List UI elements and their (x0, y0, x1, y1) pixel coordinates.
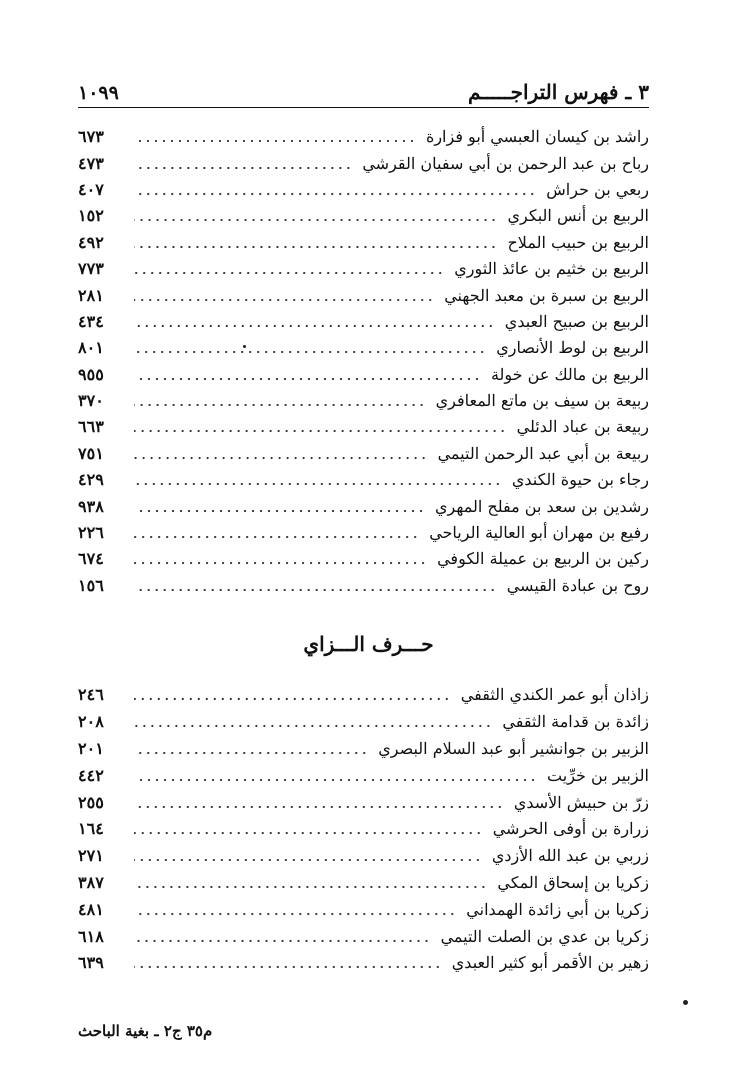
index-entry (78, 870, 649, 897)
entry-page-number: ٦٦٣ (78, 417, 104, 437)
entry-page-number: ٣٨٧ (78, 872, 104, 892)
dot-leader (134, 698, 451, 700)
entry-name: ربعي بن حراش (546, 179, 649, 199)
index-entry (78, 203, 649, 229)
header-rule (78, 107, 649, 108)
dot-leader (134, 299, 434, 301)
dot-leader (134, 779, 537, 781)
index-entry (78, 682, 649, 709)
entry-name: الربيع بن مالك عن خولة (490, 364, 649, 384)
index-entry (78, 230, 649, 256)
index-entry (78, 467, 649, 493)
dot-leader (134, 832, 483, 834)
entry-page-number: ٩٥٥ (78, 364, 104, 384)
index-entry (78, 520, 649, 546)
index-entry (78, 843, 649, 870)
index-entry (78, 923, 649, 950)
entry-page-number: ٤٣٤ (78, 311, 104, 331)
entries-list-zay (78, 682, 649, 977)
dot-leader (134, 430, 507, 432)
entry-name: الربيع بن حبيب الملاح (507, 232, 649, 252)
dot-leader (134, 378, 481, 380)
dot-leader (134, 219, 498, 221)
entry-name: زكريا بن أبي زائدة الهمداني (466, 899, 649, 919)
index-entry (78, 177, 649, 203)
entry-name: رشدين بن سعد بن مفلح المهري (435, 496, 649, 516)
dot-leader (134, 859, 482, 861)
dot-leader (134, 536, 419, 538)
entry-name: زكريا بن إسحاق المكي (497, 872, 649, 892)
index-entry (78, 362, 649, 388)
dot-leader (134, 351, 486, 353)
dot-leader (134, 806, 504, 808)
header-page-number: ١٠٩٩ (78, 82, 119, 104)
index-entry (78, 124, 649, 150)
entry-page-number: ١٥٢ (78, 206, 104, 226)
entry-page-number: ٢٢٦ (78, 523, 104, 543)
entry-page-number: ٤٤٢ (78, 765, 104, 785)
dot-leader (134, 404, 426, 406)
entry-page-number: ١٦٤ (78, 819, 104, 839)
entry-name: الربيع بن سبرة بن معبد الجهني (444, 285, 649, 305)
entry-name: زكريا بن عدي بن الصلت التيمي (440, 926, 649, 946)
entry-name: الربيع بن أنس البكري (507, 206, 649, 226)
entry-name: الربيع بن صبيح العبدي (504, 311, 649, 331)
entry-page-number: ٧٧٣ (78, 259, 104, 279)
entry-name: رفيع بن مهران أبو العالية الرياحي (429, 523, 649, 543)
entry-name: ربيعة بن سيف بن ماتع المعافري (435, 391, 649, 411)
index-entry (78, 414, 649, 440)
entry-page-number: ١٥٦ (78, 575, 104, 595)
page-header (78, 76, 649, 104)
dot-leader (134, 510, 425, 512)
entry-page-number: ٦٣٩ (78, 953, 104, 973)
index-entry (78, 709, 649, 736)
index-entry (78, 546, 649, 572)
entry-name: راشد بن كيسان العبسي أبو فزارة (425, 127, 649, 147)
dot-leader (134, 913, 456, 915)
entry-name: زرارة بن أوفى الحرشي (492, 819, 649, 839)
entry-page-number: ٤٧٣ (78, 153, 104, 173)
entry-page-number: ٤٠٧ (78, 179, 104, 199)
index-entry (78, 309, 649, 335)
entry-page-number: ٤٢٩ (78, 470, 104, 490)
entry-page-number: ٢٠١ (78, 738, 104, 758)
dot-leader (134, 966, 442, 968)
dot-leader (134, 562, 427, 564)
index-entry (78, 493, 649, 519)
index-entry (78, 256, 649, 282)
entry-name: زاذان أبو عمر الكندي الثقفي (460, 685, 649, 705)
entry-name: روح بن عبادة القيسي (506, 575, 649, 595)
entry-name: ربيعة بن عباد الدئلي (516, 417, 649, 437)
dot-leader (134, 886, 487, 888)
dot-leader (134, 940, 431, 942)
entry-page-number: ٣٧٠ (78, 391, 104, 411)
entry-page-number: ٨٠١ (78, 338, 104, 358)
dot-leader (134, 483, 502, 485)
entries-list-ra (78, 124, 649, 599)
index-entry (78, 282, 649, 308)
dot-leader (134, 193, 536, 195)
entry-name: ربيعة بن أبي عبد الرحمن التيمي (437, 443, 649, 463)
entry-page-number: ٢٧١ (78, 846, 104, 866)
ink-speck (243, 345, 246, 348)
entry-page-number: ٦٧٣ (78, 127, 104, 147)
entry-page-number: ٦٧٤ (78, 549, 104, 569)
section-heading-zay: حـــرف الـــزاي (303, 632, 434, 656)
dot-leader (134, 272, 444, 274)
entry-name: رجاء بن حيوة الكندي (511, 470, 649, 490)
entry-page-number: ٢٤٦ (78, 685, 104, 705)
entry-name: زربي بن عبد الله الأزدي (491, 846, 649, 866)
entry-page-number: ٢٠٨ (78, 712, 104, 732)
index-entry (78, 388, 649, 414)
dot-leader (134, 167, 352, 169)
index-entry (78, 150, 649, 176)
entry-page-number: ٤٩٢ (78, 232, 104, 252)
entry-page-number: ٢٨١ (78, 285, 104, 305)
entry-page-number: ٧٥١ (78, 443, 104, 463)
entry-name: الزبير بن جوانشير أبو عبد السلام البصري (378, 738, 649, 758)
dot-leader (134, 725, 492, 727)
page-footer-signature: م٣٥ ج٢ ـ بغية الباحث (78, 1022, 213, 1040)
index-entry (78, 736, 649, 763)
entry-name: الربيع بن خثيم بن عائذ الثوري (454, 259, 649, 279)
entry-name: زرّ بن حبيش الأسدي (513, 792, 649, 812)
index-entry (78, 762, 649, 789)
header-title: ٣ ـ فهرس التراجـــــم (468, 80, 649, 104)
entry-name: زائدة بن قدامة الثقفي (502, 712, 649, 732)
entry-name: الزبير بن خرِّيت (547, 765, 649, 785)
entry-page-number: ٤٨١ (78, 899, 104, 919)
index-entry (78, 441, 649, 467)
entry-page-number: ٦١٨ (78, 926, 104, 946)
dot-leader (134, 752, 368, 754)
index-entry (78, 950, 649, 977)
dot-leader (134, 589, 497, 591)
dot-leader (134, 246, 497, 248)
index-entry (78, 816, 649, 843)
index-entry (78, 573, 649, 599)
index-entry (78, 335, 649, 361)
entry-name: الربيع بن لوط الأنصاري (496, 338, 649, 358)
dot-leader (134, 457, 428, 459)
dot-leader (134, 140, 416, 142)
ink-speck (683, 1000, 688, 1005)
entry-page-number: ٩٣٨ (78, 496, 104, 516)
entry-name: رباح بن عبد الرحمن بن أبي سفيان القرشي (362, 153, 649, 173)
entry-name: ركين بن الربيع بن عميلة الكوفي (437, 549, 649, 569)
index-entry (78, 789, 649, 816)
dot-leader (134, 325, 495, 327)
entry-page-number: ٢٥٥ (78, 792, 104, 812)
entry-name: زهير بن الأقمر أبو كثير العبدي (451, 953, 649, 973)
index-entry (78, 896, 649, 923)
